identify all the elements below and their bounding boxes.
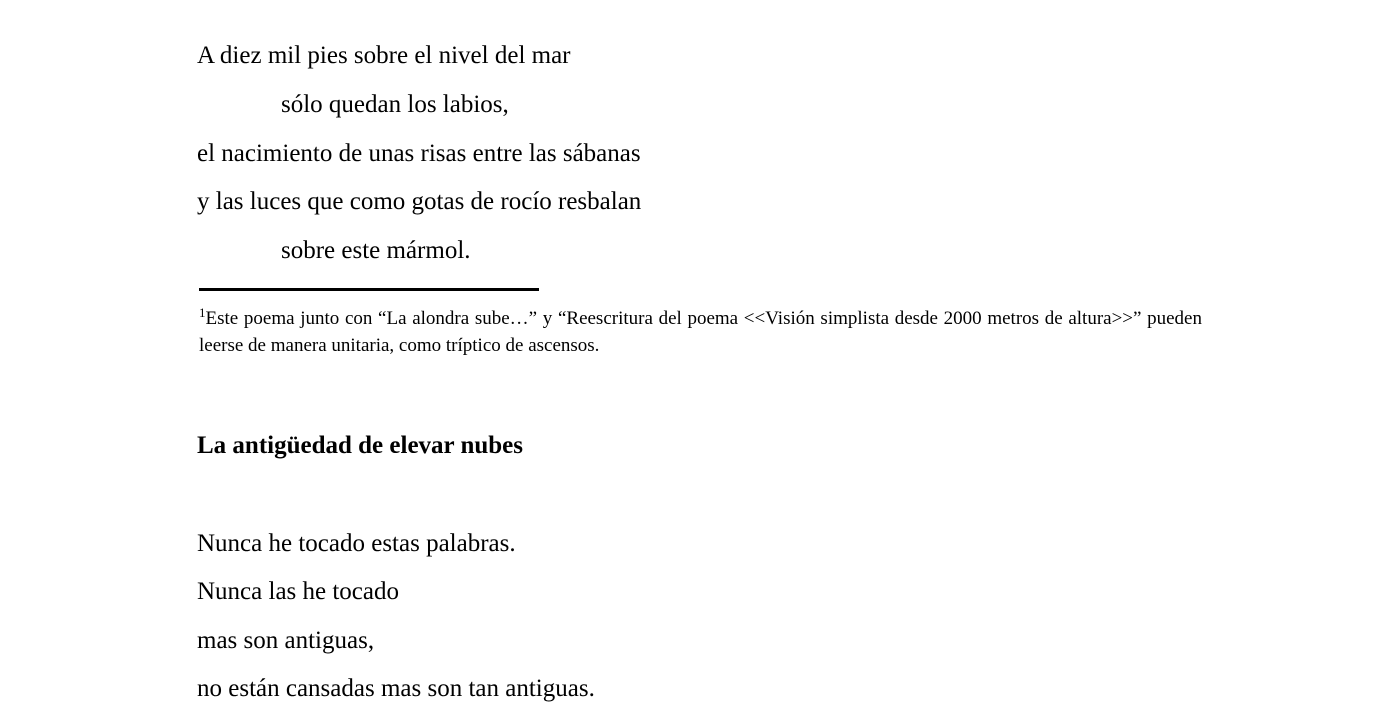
poem-line: no están cansadas mas son tan antiguas. bbox=[197, 675, 595, 702]
poem-title: La antigüedad de elevar nubes bbox=[197, 432, 523, 459]
poem-line: Nunca he tocado estas palabras. bbox=[197, 530, 516, 557]
footnote bbox=[199, 305, 1202, 359]
poem-line: mas son antiguas, bbox=[197, 627, 375, 654]
poem-line: el nacimiento de unas risas entre las sábanas bbox=[197, 140, 641, 167]
poem-line: sobre este mármol. bbox=[281, 237, 471, 264]
poem-line: A diez mil pies sobre el nivel del mar bbox=[197, 42, 571, 69]
poem-line: y las luces que como gotas de rocío resbalan bbox=[197, 188, 642, 215]
poem-line: sólo quedan los labios, bbox=[281, 91, 509, 118]
footnote-text: Este poema junto con “La alondra sube…” y “Reescritura del poema <<Visión simplista desde 2000 metros de altura>>” pueden leerse de manera unitaria, como tríptico de ascensos. bbox=[199, 308, 1202, 356]
footnote-separator bbox=[199, 288, 539, 291]
footnote-marker: 1 bbox=[199, 305, 206, 320]
poem-line: Nunca las he tocado bbox=[197, 578, 400, 605]
